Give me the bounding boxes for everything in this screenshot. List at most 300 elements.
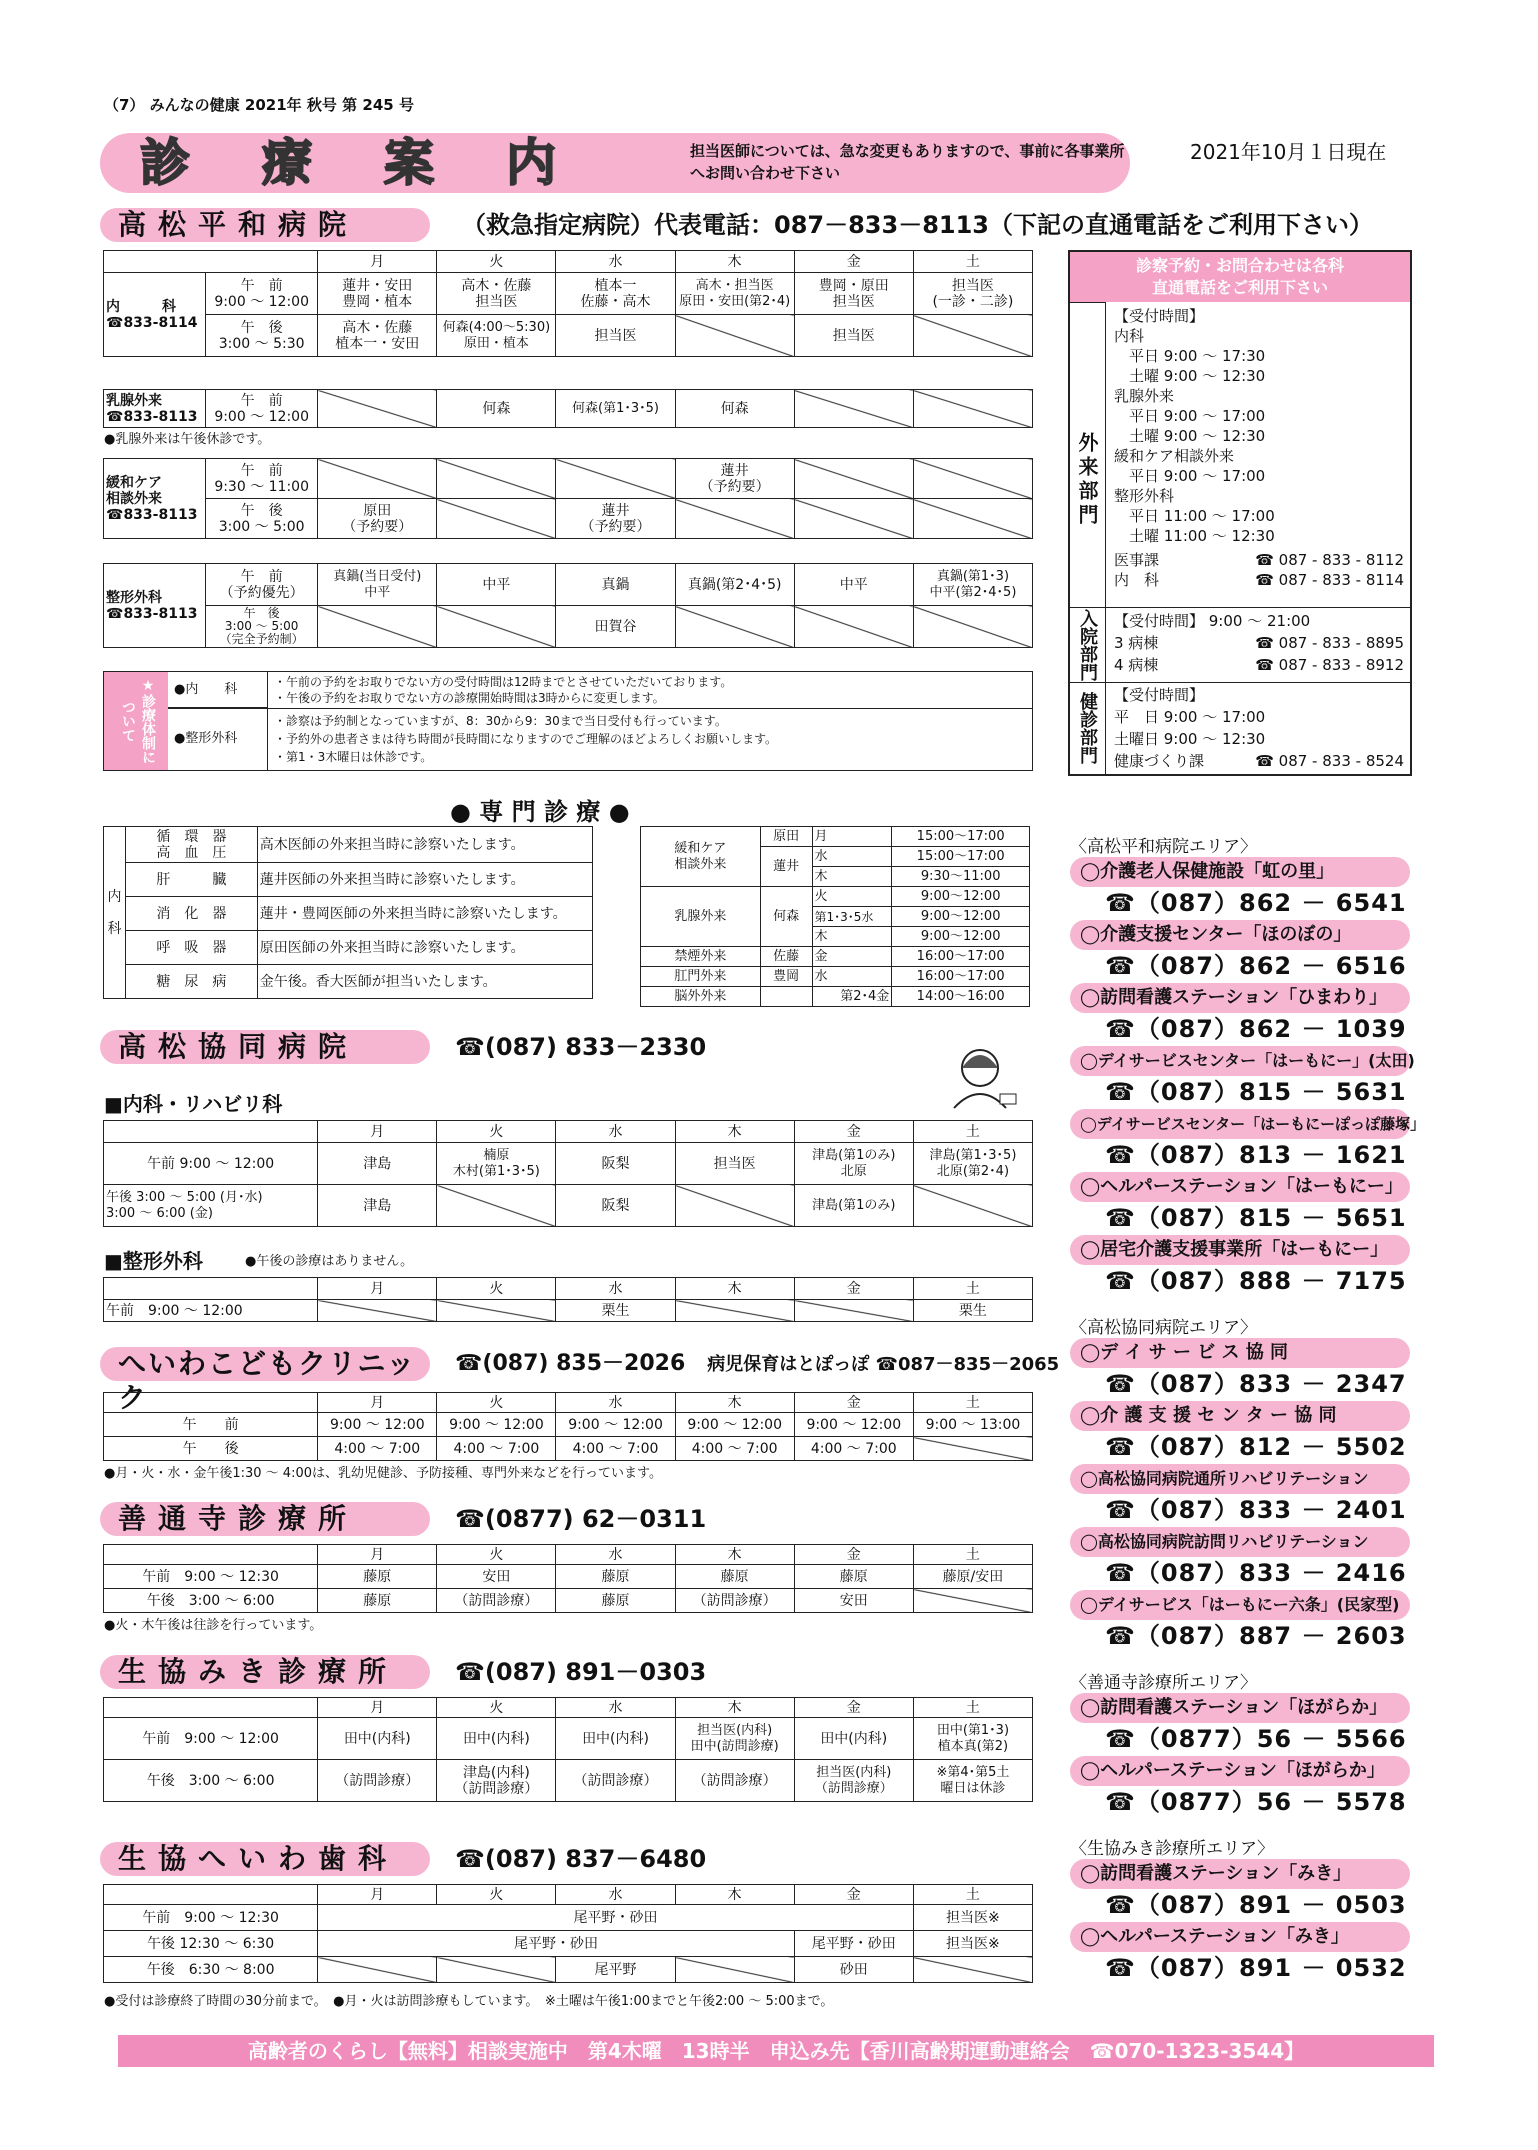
facility-name: ◯介護老人保健施設「虹の里」 [1070,857,1410,887]
schedule-cell: 豊岡・原田 担当医 [794,273,913,315]
schedule-cell: 安田 [437,1565,556,1589]
senmon-day: 水 [812,847,892,867]
gairai-line: 【受付時間】 [1114,307,1205,325]
closed-cell [913,1957,1032,1983]
dept-cell [104,273,206,357]
nyuin-label: 入院部門 [1070,607,1106,682]
schedule-cell: 藤原 [318,1589,437,1613]
facility-tel[interactable]: ☎（087）887 － 2603 [1105,1622,1407,1650]
senmon-time: 14:00～16:00 [892,987,1030,1007]
schedule-cell: 栗生 [913,1300,1032,1322]
closed-cell [437,499,556,539]
facility-tel[interactable]: ☎（087）888 － 7175 [1105,1267,1407,1295]
schedule-cell: 9:00 ～ 12:00 [556,1413,675,1437]
contact-tel[interactable]: ☎ 087 - 833 - 8895 [1255,634,1404,652]
facility-tel[interactable]: ☎（087）813 － 1621 [1105,1141,1407,1169]
schedule-cell: 藤原 [318,1565,437,1589]
facility-tel[interactable]: ☎（087）862 － 6516 [1105,952,1407,980]
facility-name: ◯デイサービスセンター「はーもにーぽっぽ藤塚」 [1070,1109,1410,1139]
dept-cell [104,390,206,428]
schedule-cell: 津島 [318,1185,437,1227]
facility-name: ◯居宅介護支援事業所「はーもにー」 [1070,1235,1410,1265]
time-cell: 午後 3:00 ～ 6:00 [104,1760,318,1802]
day-header: 火 [437,1393,556,1413]
gairai-line: 整形外科 [1114,487,1175,505]
senmon-dept: 禁煙外来 [641,947,761,967]
heiwa-kodomo-note: ●月・火・水・金午後1:30 ～ 4:00は、乳幼児健診、予防接種、専門外来などを行っています。 [104,1466,662,1481]
dept-name: 内 科 [106,298,176,315]
day-header: 木 [675,1121,794,1143]
senmon-time: 15:00～17:00 [892,847,1030,867]
day-header: 木 [675,251,794,273]
gairai-line: 土曜 9:00 ～ 12:30 [1114,367,1266,385]
section-heiwa-shika: 生協へいわ歯科 [100,1842,430,1876]
schedule-cell: 9:00 ～ 12:00 [437,1413,556,1437]
schedule-cell: 田中(内科) [437,1718,556,1760]
gairai-line: 平日 9:00 ～ 17:00 [1114,467,1266,485]
senmon-day: 第2･4金 [812,987,892,1007]
section-heiwa-kodomo: へいわこどもクリニック [100,1347,430,1381]
day-header: 木 [675,1393,794,1413]
dept-tel: ☎833-8113 [106,408,198,425]
senmon-text: 高木医師の外来担当時に診察いたします。 [257,827,592,863]
schedule-cell: 何森 [675,390,794,428]
time-cell [206,390,318,428]
day-header: 金 [794,1545,913,1565]
schedule-cell: 9:00 ～ 12:00 [675,1413,794,1437]
schedule-cell: 中平 [794,564,913,606]
schedule-cell: 担当医(内科) （訪問診療） [794,1760,913,1802]
closed-cell [794,459,913,499]
day-header: 火 [437,1121,556,1143]
table-heiwa-kodomo [103,1392,1033,1461]
closed-cell [437,459,556,499]
day-header: 金 [794,1121,913,1143]
schedule-cell: 真鍋(第2･4･5) [675,564,794,606]
title-note: 担当医師については、急な変更もありますので、事前に各事業所へお問い合わせ下さい [690,142,1125,182]
facility-tel[interactable]: ☎（087）862 － 6541 [1105,889,1407,917]
schedule-cell: 高木・佐藤 植本一・安田 [318,315,437,357]
kenshin-info [1114,684,1404,772]
day-header: 金 [794,1698,913,1718]
section-zentsuji: 善通寺診療所 [100,1502,430,1536]
senmon-time: 15:00～17:00 [892,827,1030,847]
time-cell [206,273,318,315]
schedule-cell: 津島(第1のみ) [794,1185,913,1227]
schedule-cell: 原田 （予約要） [318,499,437,539]
time-range: 3:00 ～ 5:00 [218,518,305,535]
facility-name: ◯ヘルパーステーション「はーもにー」 [1070,1172,1410,1202]
divider [168,708,1032,709]
issue-suffix: 号 [398,96,414,114]
schedule-cell: ※第4･第5土 曜日は休診 [913,1760,1032,1802]
facility-name: ◯デ イ サ ー ビ ス 協 同 [1070,1338,1410,1368]
page-header [104,94,414,115]
kyodo-section2-note: ●午後の診療はありません。 [245,1254,414,1269]
contact-tel[interactable]: ☎ 087 - 833 - 8114 [1255,571,1404,589]
facility-tel[interactable]: ☎（087）833 － 2416 [1105,1559,1407,1587]
time-cell: 午前 9:00 ～ 12:30 [104,1565,318,1589]
senmon-text: 原田医師の外来担当時に診察いたします。 [257,931,592,965]
senmon-dept: 乳腺外来 [641,887,761,947]
day-header: 土 [913,1885,1032,1905]
schedule-cell: 尾平野・砂田 [794,1931,913,1957]
gairai-line: 内科 [1114,327,1145,345]
facility-name: ◯デイサービスセンター「はーもにー」(太田) [1070,1046,1410,1076]
year: 2021年 [244,96,302,114]
kyodo-section2: ■整形外科 [104,1249,203,1273]
schedule-cell: 担当医※ [913,1931,1032,1957]
table-senmon [103,826,593,999]
time-cell [206,459,318,499]
kenshin-label: 健診部門 [1070,682,1106,774]
corner-cell [104,1393,318,1413]
day-header: 月 [318,1278,437,1300]
facility-tel[interactable]: ☎（087）833 － 2401 [1105,1496,1407,1524]
closed-cell [913,606,1032,648]
closed-cell [437,606,556,648]
senmon-name: 肝 臓 [125,863,257,897]
senmon-text: 蓮井医師の外来担当時に診察いたします。 [257,863,592,897]
senmon-text: 蓮井・豊岡医師の外来担当時に診察いたします。 [257,897,592,931]
area-header: 〈高松協同病院エリア〉 [1070,1318,1257,1338]
schedule-cell: 藤原 [675,1565,794,1589]
closed-cell [556,459,675,499]
dept-tel: ☎833-8113 [106,605,198,622]
taisei-label: ★診療体制について [104,672,168,770]
section-kyodo: 高松協同病院 [100,1030,430,1064]
taisei-box [103,671,1033,771]
facility-name: ◯訪問看護ステーション「みき」 [1070,1859,1410,1889]
schedule-cell: 担当医(内科) 田中(訪問診療) [675,1718,794,1760]
day-header: 月 [318,1393,437,1413]
facility-name: ◯ヘルパーステーション「ほがらか」 [1070,1756,1410,1786]
facility-name: ◯訪問看護ステーション「ひまわり」 [1070,983,1410,1013]
kenshin-line: 土曜日 9:00 ～ 12:30 [1114,730,1266,748]
schedule-cell: 砂田 [794,1957,913,1983]
senmon-dept: 肛門外来 [641,967,761,987]
facility-name: ◯訪問看護ステーション「ほがらか」 [1070,1693,1410,1723]
facility-tel[interactable]: ☎（087）815 － 5631 [1105,1078,1407,1106]
senmon-doc: 佐藤 [760,947,812,967]
gairai-label: 外来部門 [1070,302,1106,657]
day-header: 土 [913,1545,1032,1565]
senmon-day: 水 [812,967,892,987]
senmon-doc: 蓮井 [760,847,812,887]
day-header: 月 [318,1121,437,1143]
closed-cell [675,1300,794,1322]
area-header: 〈生協みき診療所エリア〉 [1070,1839,1274,1859]
senmon-dept: 脳外外来 [641,987,761,1007]
senmon-day: 第1･3･5水 [812,907,892,927]
gairai-line: 平日 11:00 ～ 17:00 [1114,507,1275,525]
schedule-cell: 高木・担当医 原田・安田(第2･4) [675,273,794,315]
facility-tel[interactable]: ☎（0877）56 － 5566 [1105,1725,1407,1753]
closed-cell [675,499,794,539]
senmon-time: 9:00～12:00 [892,907,1030,927]
schedule-cell: 藤原 [556,1565,675,1589]
corner-cell [104,1121,318,1143]
day-header: 水 [556,1885,675,1905]
kyodo-phone[interactable]: ☎(087) 833－2330 [455,1033,707,1061]
schedule-cell: （訪問診療） [675,1589,794,1613]
contact-tel[interactable]: ☎ 087 - 833 - 8524 [1255,752,1404,770]
day-header: 金 [794,1393,913,1413]
schedule-cell: 安田 [794,1589,913,1613]
issue-number: 245 [362,96,394,114]
table-kyodo [103,1120,1033,1227]
contact-tel[interactable]: ☎ 087 - 833 - 8112 [1255,551,1404,569]
kenshin-line: 【受付時間】 [1114,686,1205,704]
day-header: 土 [913,1121,1032,1143]
gairai-line: 緩和ケア相談外来 [1114,447,1235,465]
kodomo-tel[interactable]: ☎(087) 835－2026 [455,1351,686,1376]
table-miki [103,1697,1033,1802]
facility-tel[interactable]: ☎（087）812 － 5502 [1105,1433,1407,1461]
closed-cell [318,1300,437,1322]
schedule-cell: （訪問診療） [556,1760,675,1802]
day-header: 土 [913,1393,1032,1413]
dept-name: 乳腺外来 [106,392,162,409]
doctor-illustration [940,1040,1020,1110]
table-zentsuji [103,1544,1033,1613]
facility-tel[interactable]: ☎（0877）56 － 5578 [1105,1788,1407,1816]
schedule-cell: 尾平野 [556,1957,675,1983]
table-seikei [103,563,1033,648]
senmon-time: 9:00～12:00 [892,927,1030,947]
facility-tel[interactable]: ☎（087）815 － 5651 [1105,1204,1407,1232]
time-cell: 午後 3:00 ～ 5:00 (月･水) 3:00 ～ 6:00 (金) [104,1185,318,1227]
time-cell: 午前 9:00 ～ 12:00 [104,1143,318,1185]
senmon-time: 16:00～17:00 [892,967,1030,987]
schedule-cell: 中平 [437,564,556,606]
schedule-cell: 津島(第1のみ) 北原 [794,1143,913,1185]
miki-phone[interactable]: ☎(087) 891－0303 [455,1658,707,1686]
closed-cell [675,315,794,357]
schedule-cell: 田賀谷 [556,606,675,648]
facility-name: ◯ヘルパーステーション「みき」 [1070,1922,1410,1952]
day-header: 水 [556,1121,675,1143]
senmon-day: 金 [812,947,892,967]
time-label: 午 前 [240,462,283,479]
facility-tel[interactable]: ☎（087）833 － 2347 [1105,1370,1407,1398]
time-label: 午 前 [240,277,283,294]
heiwa-hospital-phone: （救急指定病院）代表電話：087－833－8113（下記の直通電話をご利用下さい） [462,211,1373,239]
zentsuji-phone[interactable]: ☎(0877) 62－0311 [455,1505,707,1533]
divider [1070,682,1410,683]
senmon-name: 呼 吸 器 [125,931,257,965]
schedule-cell: 担当医※ [913,1905,1032,1931]
gairai-line: 土曜 11:00 ～ 12:30 [1114,527,1275,545]
dept-name: 緩和ケア 相談外来 [106,474,162,507]
day-header: 水 [556,251,675,273]
closed-cell [318,606,437,648]
contact-name: 4 病棟 [1114,656,1159,674]
senmon-doc: 原田 [760,827,812,847]
schedule-cell: 津島 [318,1143,437,1185]
season: 秋号 [306,96,337,114]
schedule-cell: 何森 [437,390,556,428]
day-header: 土 [913,251,1032,273]
day-header: 月 [318,251,437,273]
day-header: 木 [675,1698,794,1718]
contact-name: 3 病棟 [1114,634,1159,652]
schedule-cell: 栗生 [556,1300,675,1322]
day-header: 木 [675,1278,794,1300]
zentsuji-note: ●火・木午後は往診を行っています。 [104,1618,323,1633]
area-header: 〈善通寺診療所エリア〉 [1070,1673,1257,1693]
schedule-cell: 4:00 ～ 7:00 [437,1437,556,1461]
time-cell: 午 前 （予約優先） [206,564,318,606]
schedule-cell: 4:00 ～ 7:00 [794,1437,913,1461]
senmon-time: 16:00～17:00 [892,947,1030,967]
schedule-cell: 9:00 ～ 12:00 [318,1413,437,1437]
time-cell: 午後 12:30 ～ 6:30 [104,1931,318,1957]
day-header: 木 [675,1885,794,1905]
schedule-cell: 何森(第1･3･5) [556,390,675,428]
table-kanwa [103,458,1033,539]
time-cell: 午後 3:00 ～ 6:00 [104,1589,318,1613]
senmon-name: 糖 尿 病 [125,965,257,999]
dept-tel: ☎833-8114 [106,314,198,331]
closed-cell [437,1957,556,1983]
corner-cell [104,1278,318,1300]
gairai-line: 平日 9:00 ～ 17:00 [1114,407,1266,425]
senmon-day: 月 [812,827,892,847]
facility-tel[interactable]: ☎（087）891 － 0503 [1105,1891,1407,1919]
nyuin-info [1114,610,1404,676]
day-header: 土 [913,1278,1032,1300]
taisei-seikei-text: ・診察は予約制となっていますが、8：30から9：30まで当日受付も行っています。 ・予約外の患者さまは待ち時間が長時間になりますのでご理解のほどよろしくお願いします。 ・第1・3木曜日は休診です。 [274,714,778,764]
contact-name: 内 科 [1114,571,1160,589]
senmon-dept: 緩和ケア 相談外来 [641,827,761,887]
schedule-cell: 高木・佐藤 担当医 [437,273,556,315]
schedule-cell: 何森(4:00～5:30) 原田・植本 [437,315,556,357]
schedule-cell: 担当医 [794,315,913,357]
nyuin-time: 【受付時間】 9:00 ～ 21:00 [1114,612,1311,630]
time-cell: 午前 9:00 ～ 12:30 [104,1905,318,1931]
day-header: 水 [556,1278,675,1300]
schedule-cell: 9:00 ～ 13:00 [913,1413,1032,1437]
schedule-cell: 植本一 佐藤・高木 [556,273,675,315]
heiwa-shika-note: ●受付は診療終了時間の30分前まで。 ●月・火は訪問診療もしています。 ※土曜は午後1:00までと午後2:00 ～ 5:00まで。 [104,1994,834,2009]
side-info-box [1068,250,1412,776]
closed-cell [913,1589,1032,1613]
schedule-cell: 蓮井 （予約要） [675,459,794,499]
schedule-cell: （訪問診療） [437,1589,556,1613]
corner-cell [104,251,318,273]
day-header: 土 [913,1698,1032,1718]
closed-cell [675,606,794,648]
closed-cell [913,499,1032,539]
day-header: 金 [794,1885,913,1905]
senmon-doc: 豊岡 [760,967,812,987]
schedule-cell: 田中(内科) [318,1718,437,1760]
schedule-cell: 田中(第1･3) 植本真(第2) [913,1718,1032,1760]
as-of-date: 2021年10月１日現在 [1190,140,1387,164]
time-cell: 午 後 3:00 ～ 5:00 （完全予約制） [206,606,318,648]
closed-cell [794,499,913,539]
schedule-cell: 尾平野・砂田 [318,1931,795,1957]
time-cell [206,315,318,357]
senmon-doc: 何森 [760,887,812,947]
contact-tel[interactable]: ☎ 087 - 833 - 8912 [1255,656,1404,674]
schedule-cell: 真鍋(第1･3) 中平(第2･4･5) [913,564,1032,606]
facility-tel[interactable]: ☎（087）862 － 1039 [1105,1015,1407,1043]
closed-cell [794,1300,913,1322]
facility-name: ◯介護支援センター「ほのぼの」 [1070,920,1410,950]
table-naika [103,250,1033,357]
day-header: 火 [437,1278,556,1300]
corner-cell [104,1885,318,1905]
table-senmon-right [640,826,1030,1007]
closed-cell [913,390,1032,428]
time-label: 午 前 [240,392,283,409]
side-box-header: 診察予約・お問合わせは各科 直通電話をご利用下さい [1070,252,1410,302]
table-heiwa-shika [103,1884,1033,1983]
nyusen-note: ●乳腺外来は午後休診です。 [104,432,271,447]
schedule-cell: 担当医 [675,1143,794,1185]
section-miki: 生協みき診療所 [100,1655,430,1689]
schedule-cell: 楠原 木村(第1･3･5) [437,1143,556,1185]
corner-cell [104,1698,318,1718]
time-range: 9:00 ～ 12:00 [214,293,309,310]
day-header: 水 [556,1698,675,1718]
schedule-cell: 藤原/安田 [913,1565,1032,1589]
closed-cell [318,1957,437,1983]
schedule-cell: 田中(内科) [794,1718,913,1760]
newsletter-name: みんなの健康 [149,96,240,114]
day-header: 金 [794,251,913,273]
taisei-naika: ●内 科 [168,672,268,708]
day-header: 金 [794,1278,913,1300]
time-range: 9:00 ～ 12:00 [214,408,309,425]
senmon-naika-label: 内 科 [104,827,126,999]
dept-cell [104,564,206,648]
gairai-times [1114,306,1404,590]
closed-cell [913,1185,1032,1227]
closed-cell [318,390,437,428]
senmon-name: 消 化 器 [125,897,257,931]
day-header: 月 [318,1885,437,1905]
time-label: 午 後 [240,319,283,336]
schedule-cell: 藤原 [794,1565,913,1589]
senmon-doc [760,987,812,1007]
schedule-cell: 阪梨 [556,1143,675,1185]
closed-cell [913,459,1032,499]
senmon-name: 循 環 器 高 血 圧 [125,827,257,863]
closed-cell [794,390,913,428]
schedule-cell: （訪問診療） [318,1760,437,1802]
schedule-cell: 真鍋 [556,564,675,606]
schedule-cell: 4:00 ～ 7:00 [318,1437,437,1461]
dept-name: 整形外科 [106,589,162,606]
facility-name: ◯デイサービス「はーもにー六条」(民家型) [1070,1590,1410,1620]
taisei-naika-text: ・午前の予約をお取りでない方の受付時間は12時までとさせていただいております。 ・午後の予約をお取りでない方の診療開始時間は3時からに変更します。 [274,675,733,705]
schedule-cell: 担当医 [556,315,675,357]
heiwa-shika-phone[interactable]: ☎(087) 837－6480 [455,1845,707,1873]
facility-tel[interactable]: ☎（087）891 － 0532 [1105,1954,1407,1982]
senmon-title: ● 専 門 診 療 ● [450,798,630,826]
facility-name: ◯介 護 支 援 セ ン タ ー 協 同 [1070,1401,1410,1431]
contact-name: 医事課 [1114,551,1160,569]
closed-cell [437,1300,556,1322]
gairai-line: 土曜 9:00 ～ 12:30 [1114,427,1266,445]
schedule-cell: 津島(内科) （訪問診療） [437,1760,556,1802]
day-header: 木 [675,1545,794,1565]
kenshin-line: 平 日 9:00 ～ 17:00 [1114,708,1266,726]
schedule-cell: 4:00 ～ 7:00 [675,1437,794,1461]
